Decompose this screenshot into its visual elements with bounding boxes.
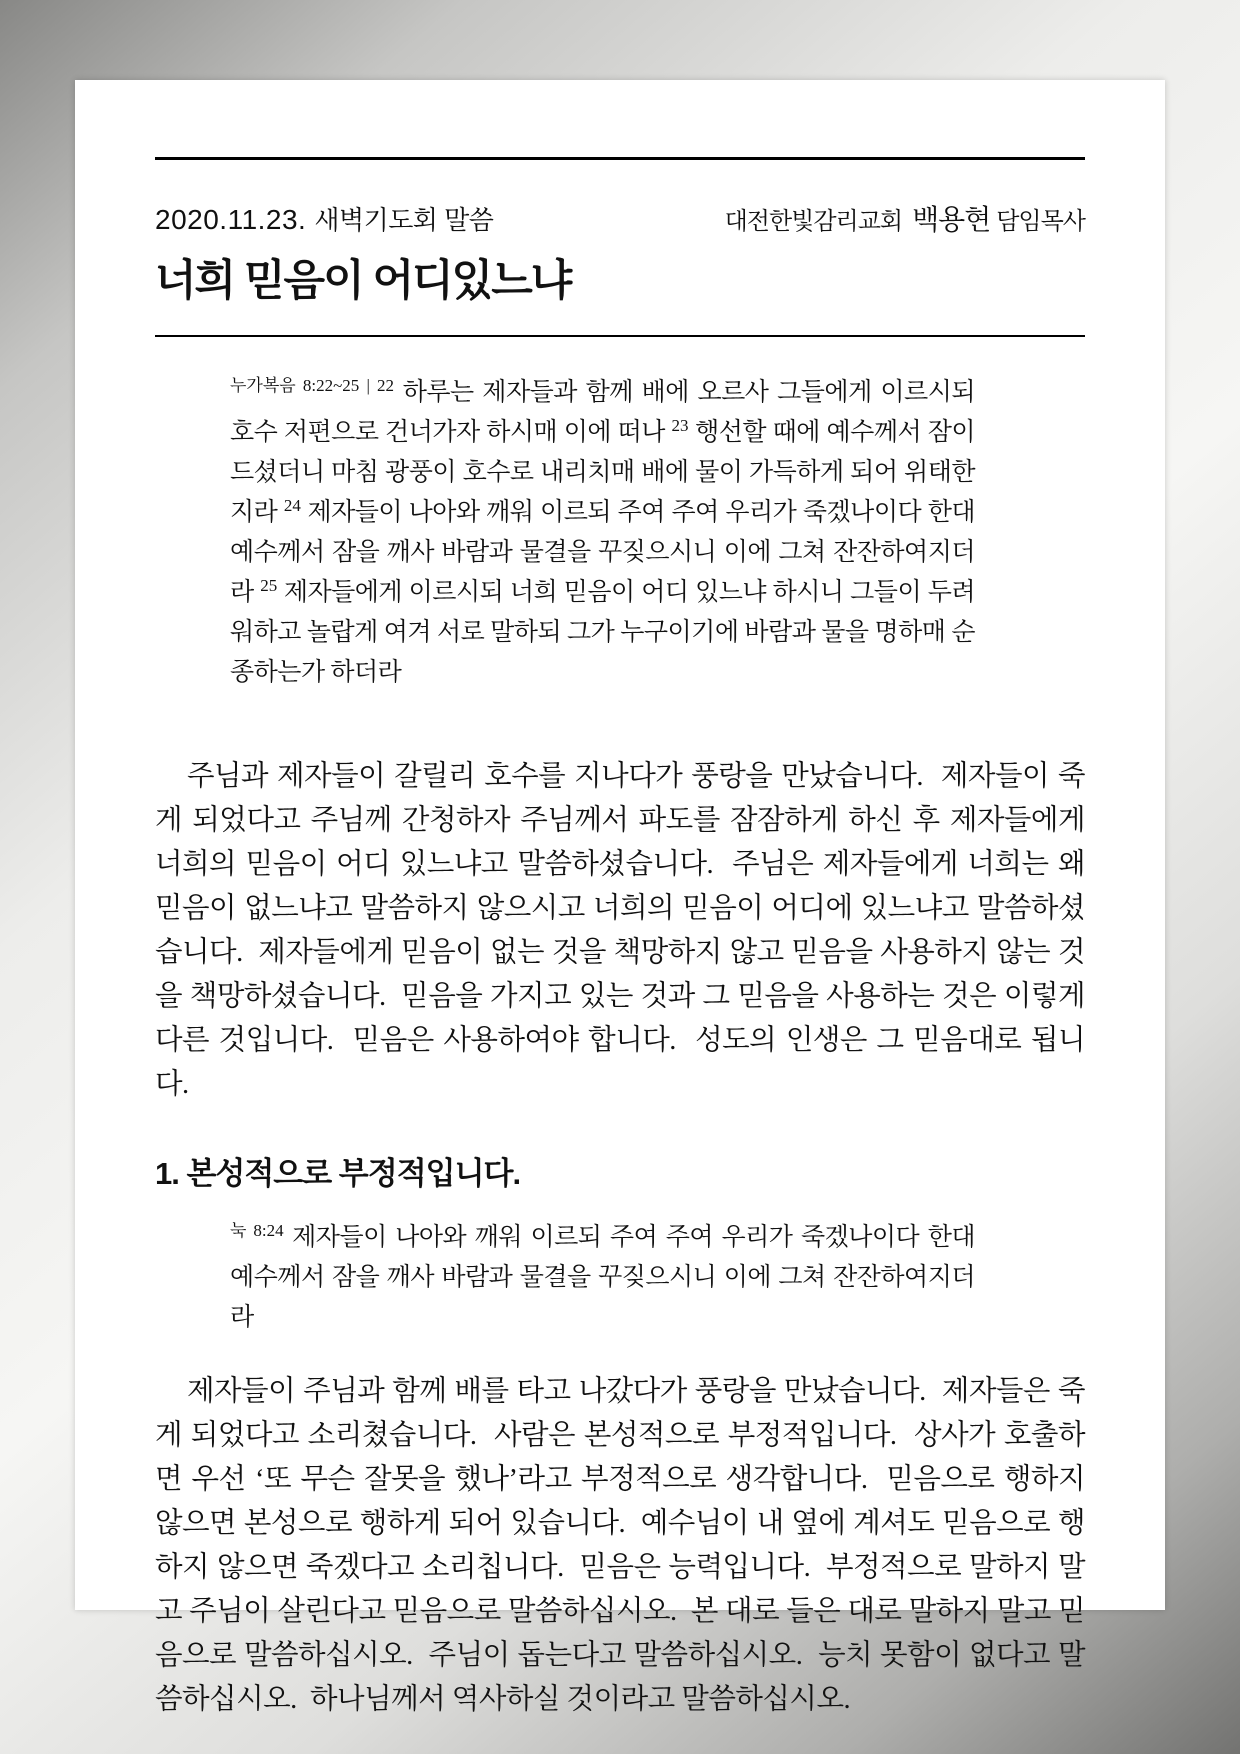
title-bottom-rule	[155, 335, 1085, 337]
sermon-date: 2020.11.23.	[155, 204, 307, 235]
pastor-title: 담임목사	[996, 208, 1085, 235]
verse-text: 행선할 때에 예수께서 잠이 드셨더니 마침 광풍이 호수로 내리치매 배에 물이 가득하게 되어 위태한지라	[230, 418, 975, 526]
verse-reference: 25	[260, 575, 278, 595]
header-left	[155, 200, 493, 237]
header-right	[725, 198, 1085, 238]
verse-text: 제자들에게 이르시되 너희 믿음이 어디 있느냐 하시니 그들이 두려워하고 놀랍게 여겨 서로 말하되 그가 누구이기에 바람과 물을 명하매 순종하는가 하더라	[230, 578, 975, 686]
header-top-rule	[155, 157, 1085, 160]
verse-reference: 눅 8:24	[230, 1220, 284, 1240]
verse-reference: 누가복음 8:22~25 | 22	[230, 375, 395, 395]
scripture-quote-main	[230, 373, 975, 693]
section-1-heading: 1. 본성적으로 부정적입니다.	[155, 1155, 521, 1191]
document-page	[75, 80, 1165, 1715]
sermon-title: 너희 믿음이 어디있느냐	[155, 257, 571, 305]
sermon-type-label: 새벽기도회 말씀	[314, 205, 494, 235]
pastor-name: 백용현	[912, 204, 991, 235]
verse-text: 제자들이 나아와 깨워 이르되 주여 주여 우리가 죽겠나이다 한대 예수께서 잠을 깨사 바람과 물결을 꾸짖으시니 이에 그쳐 잔잔하여지더라	[230, 1223, 975, 1331]
body-paragraph-2: 제자들이 주님과 함께 배를 타고 나갔다가 풍랑을 만났습니다. 제자들은 죽게 되었다고 소리쳤습니다. 사람은 본성적으로 부정적입니다. 상사가 호출하면 우선 ‘또 무슨 잘못을 했나’라고 부정적으로 생각합니다. 믿음으로 행하지 않으면 본성으로 행하게 되어 있습니다. 예수님이 내 옆에 계셔도 믿음으로 행하지 않으면 죽겠다고 소리칩니다. 믿음은 능력입니다. 부정적으로 말하지 말고 주님이 살린다고 믿음으로 말씀하십시오. 본 대로 들은 대로 말하지 말고 믿음으로 말씀하십시오. 주님이 돕는다고 말씀하십시오. 능치 못함이 없다고 말씀하십시오. 하나님께서 역사하실 것이라고 말씀하십시오.	[155, 1375, 1092, 1715]
verse-text: 제자들이 나아와 깨워 이르되 주여 주여 우리가 죽겠나이다 한대 예수께서 잠을 깨사 바람과 물결을 꾸짖으시니 이에 그쳐 잔잔하여지더라	[230, 498, 975, 606]
body-paragraph-1: 주님과 제자들이 갈릴리 호수를 지나다가 풍랑을 만났습니다. 제자들이 죽게 되었다고 주님께 간청하자 주님께서 파도를 잠잠하게 하신 후 제자들에게 너희의 믿음이 어디 있느냐고 말씀하셨습니다. 주님은 제자들에게 너희는 왜 믿음이 없느냐고 말씀하지 않으시고 너희의 믿음이 어디에 있느냐고 말씀하셨습니다. 제자들에게 믿음이 없는 것을 책망하지 않고 믿음을 사용하지 않는 것을 책망하셨습니다. 믿음을 가지고 있는 것과 그 믿음을 사용하는 것은 이렇게 다른 것입니다. 믿음은 사용하여야 합니다. 성도의 인생은 그 믿음대로 됩니다.	[155, 760, 1092, 1100]
verse-text: 하루는 제자들과 함께 배에 오르사 그들에게 이르시되 호수 저편으로 건너가자 하시매 이에 떠나	[230, 378, 975, 446]
verse-reference: 24	[283, 495, 301, 515]
scripture-quote-section1	[230, 1218, 975, 1338]
church-name: 대전한빛감리교회	[724, 208, 903, 235]
verse-reference: 23	[671, 415, 689, 435]
document-header	[155, 198, 1085, 238]
